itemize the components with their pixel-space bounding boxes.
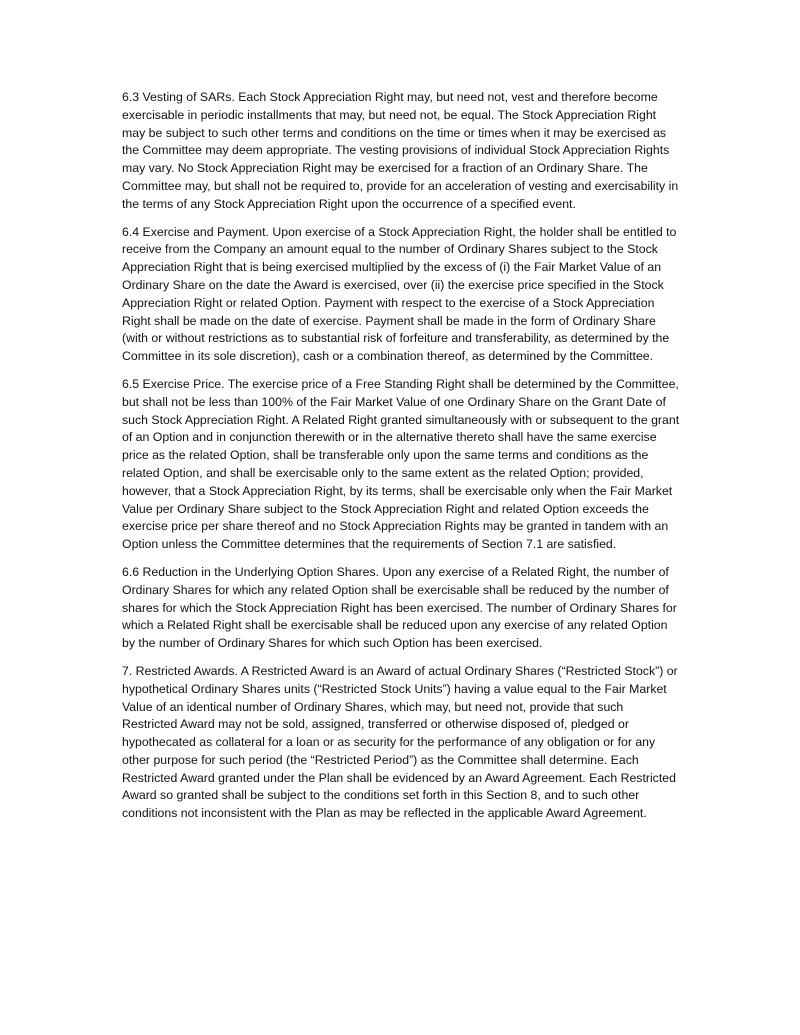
- section-6-6-reduction-underlying-option-shares: 6.6 Reduction in the Underlying Option Shares. Upon any exercise of a Related Right, the number of Ordinary Shares for which any related Option shall be exercisable shall be reduced by the number of shares for which the Stock Appreciation Right has been exercised. The number of Ordinary Shares for which a Related Right shall be exercisable shall be reduced upon any exercise of any related Option by the number of Ordinary Shares for which such Option has been exercised.: [122, 564, 677, 651]
- section-7-restricted-awards: 7. Restricted Awards. A Restricted Award is an Award of actual Ordinary Shares (“Restricted Stock”) or hypothetical Ordinary Shares units (“Restricted Stock Units”) having a value equal to the Fair Market Value of an identical number of Ordinary Shares, which may, but need not, provide that such Restricted Award may not be sold, assigned, transferred or otherwise disposed of, pledged or hypothecated as collateral for a loan or as security for the performance of any obligation or for any other purpose for such period (the “Restricted Period”) as the Committee shall determine. Each Restricted Award granted under the Plan shall be evidenced by an Award Agreement. Each Restricted Award so granted shall be subject to the conditions set forth in this Section 8, and to such other conditions not inconsistent with the Plan as may be reflected in the applicable Award Agreement.: [122, 663, 678, 821]
- section-6-5-exercise-price: 6.5 Exercise Price. The exercise price of a Free Standing Right shall be determined by the Committee, but shall not be less than 100% of the Fair Market Value of one Ordinary Share on the Grant Date of such Stock Appreciation Right. A Related Right granted simultaneously with or subsequent to the grant of an Option and in conjunction therewith or in the alternative thereto shall have the same exercise price as the related Option, shall be transferable only upon the same terms and conditions as the related Option, and shall be exercisable only to the same extent as the related Option; provided, however, that a Stock Appreciation Right, by its terms, shall be exercisable only when the Fair Market Value per Ordinary Share subject to the Stock Appreciation Right and related Option exceeds the exercise price per share thereof and no Stock Appreciation Rights may be granted in tandem with an Option unless the Committee determines that the requirements of Section 7.1 are satisfied.: [122, 376, 680, 552]
- section-6-4-exercise-and-payment: 6.4 Exercise and Payment. Upon exercise of a Stock Appreciation Right, the holder shall be entitled to receive from the Company an amount equal to the number of Ordinary Shares subject to the Stock Appreciation Right that is being exercised multiplied by the excess of (i) the Fair Market Value of an Ordinary Share on the date the Award is exercised, over (ii) the exercise price specified in the Stock Appreciation Right or related Option. Payment with respect to the exercise of a Stock Appreciation Right shall be made on the date of exercise. Payment shall be made in the form of Ordinary Share (with or without restrictions as to substantial risk of forfeiture and transferability, as determined by the Committee in its sole discretion), cash or a combination thereof, as determined by the Committee.: [122, 224, 677, 364]
- section-6-3-vesting-of-sars: 6.3 Vesting of SARs. Each Stock Appreciation Right may, but need not, vest and therefore become exercisable in periodic installments that may, but need not, be equal. The Stock Appreciation Right may be subject to such other terms and conditions on the time or times when it may be exercised as the Committee may deem appropriate. The vesting provisions of individual Stock Appreciation Rights may vary. No Stock Appreciation Right may be exercised for a fraction of an Ordinary Share. The Committee may, but shall not be required to, provide for an acceleration of vesting and exercisability in the terms of any Stock Appreciation Right upon the occurrence of a specified event.: [122, 90, 679, 211]
- document-body: [122, 89, 682, 833]
